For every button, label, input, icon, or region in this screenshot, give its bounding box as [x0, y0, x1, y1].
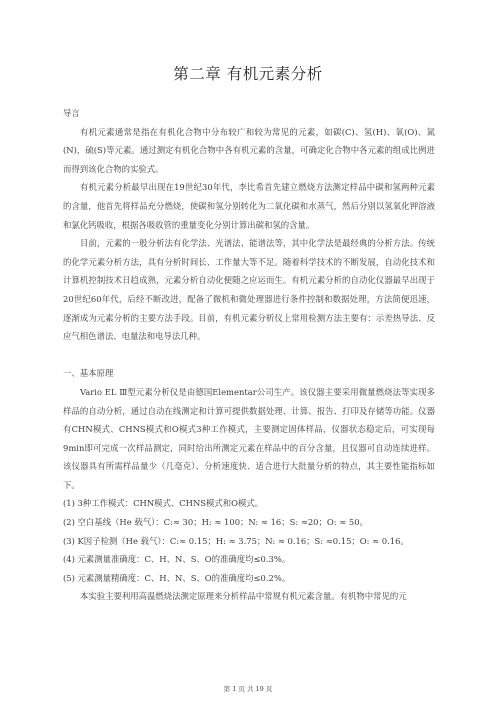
spec-item-3: (3) K因子检测（He 载气）：C:≈ 0.15；H: ≈ 3.75；N: ≈ 0.16；S: ≈0.15；O: ≈ 0.16。	[63, 535, 409, 546]
spec-item-4: (4) 元素测量准确度：C、H、N、S、O的准确度均≤0.3%。	[63, 554, 291, 565]
page-footer: 第 1 页 共 19 页	[223, 685, 273, 693]
chapter-title: 第二章 有机元素分析	[173, 65, 323, 83]
section-heading-basic-principles: 一、基本原理	[63, 368, 114, 379]
document-body	[63, 104, 435, 606]
section-paragraph-instrument: Vario EL Ⅲ型元素分析仪是由德国Elementar公司生产。该仪器主要采用微量燃烧法等实现多样品的自动分析，通过自动在线测定和计算可提供数据处理、计算、报告、打印及存储等功能。仪器有CHN模式、CHNS模式和O模式3种工作模式，主要测定固体样品，仪器状态稳定后，可实现每9min即可完成一次样品测定，同时给出所测定元素在样品中的百分含量，且仪器可自动连续进样。该仪器具有所需样品量少（几毫克）、分析速度快、适合进行大批量分析的特点，其主要性能指标如下。	[63, 386, 435, 490]
intro-heading: 导言	[63, 108, 80, 118]
intro-paragraph-2: 有机元素分析最早出现在19世纪30年代，李比希首先建立燃烧方法测定样品中碳和氢两种元素的含量，他首先将样品充分燃烧，使碳和氢分别转化为二氧化碳和水蒸气，然后分别以氢氧化钾溶液和氯化钙吸收，根据各吸收管的重量变化分别计算出碳和氢的含量。	[63, 182, 435, 230]
spec-item-2: (2) 空白基线（He 载气）：C:≈ 30；H: ≈ 100；N: ≈ 16；S: ≈20；O: ≈ 50。	[63, 517, 368, 528]
spec-item-5: (5) 元素测量精确度：C、H、N、S、O的准确度均≤0.2%。	[63, 572, 291, 583]
intro-paragraph-3: 目前，元素的一般分析法有化学法、光谱法、能谱法等，其中化学法是最经典的分析方法。传统的化学元素分析方法，具有分析时间长、工作量大等不足。随着科学技术的不断发展，自动化技术和计算机控制技术日趋成熟，元素分析自动化便随之应运而生。有机元素分析的自动化仪器最早出现于20世纪60年代，后经不断改进，配备了微机和微处理器进行条件控制和数据处理，方法简便迅速，逐渐成为元素分析的主要方法手段。目前，有机元素分析仪上常用检测方法主要有：示差热导法、反应气相色谱法、电量法和电导法几种。	[63, 238, 435, 342]
intro-paragraph-1: 有机元素通常是指在有机化合物中分布较广和较为常见的元素，如碳(C)、氢(H)、氧(O)、氮(N)，硫(S)等元素。通过测定有机化合物中各有机元素的含量，可确定化合物中各元素的组成比例进而得到该化合物的实验式。	[63, 126, 435, 174]
spec-item-1: (1) 3种工作模式：CHN模式、CHNS模式和O模式。	[63, 498, 264, 509]
closing-paragraph: 本实验主要利用高温燃烧法测定原理来分析样品中常规有机元素含量。有机物中常见的元	[80, 591, 407, 602]
